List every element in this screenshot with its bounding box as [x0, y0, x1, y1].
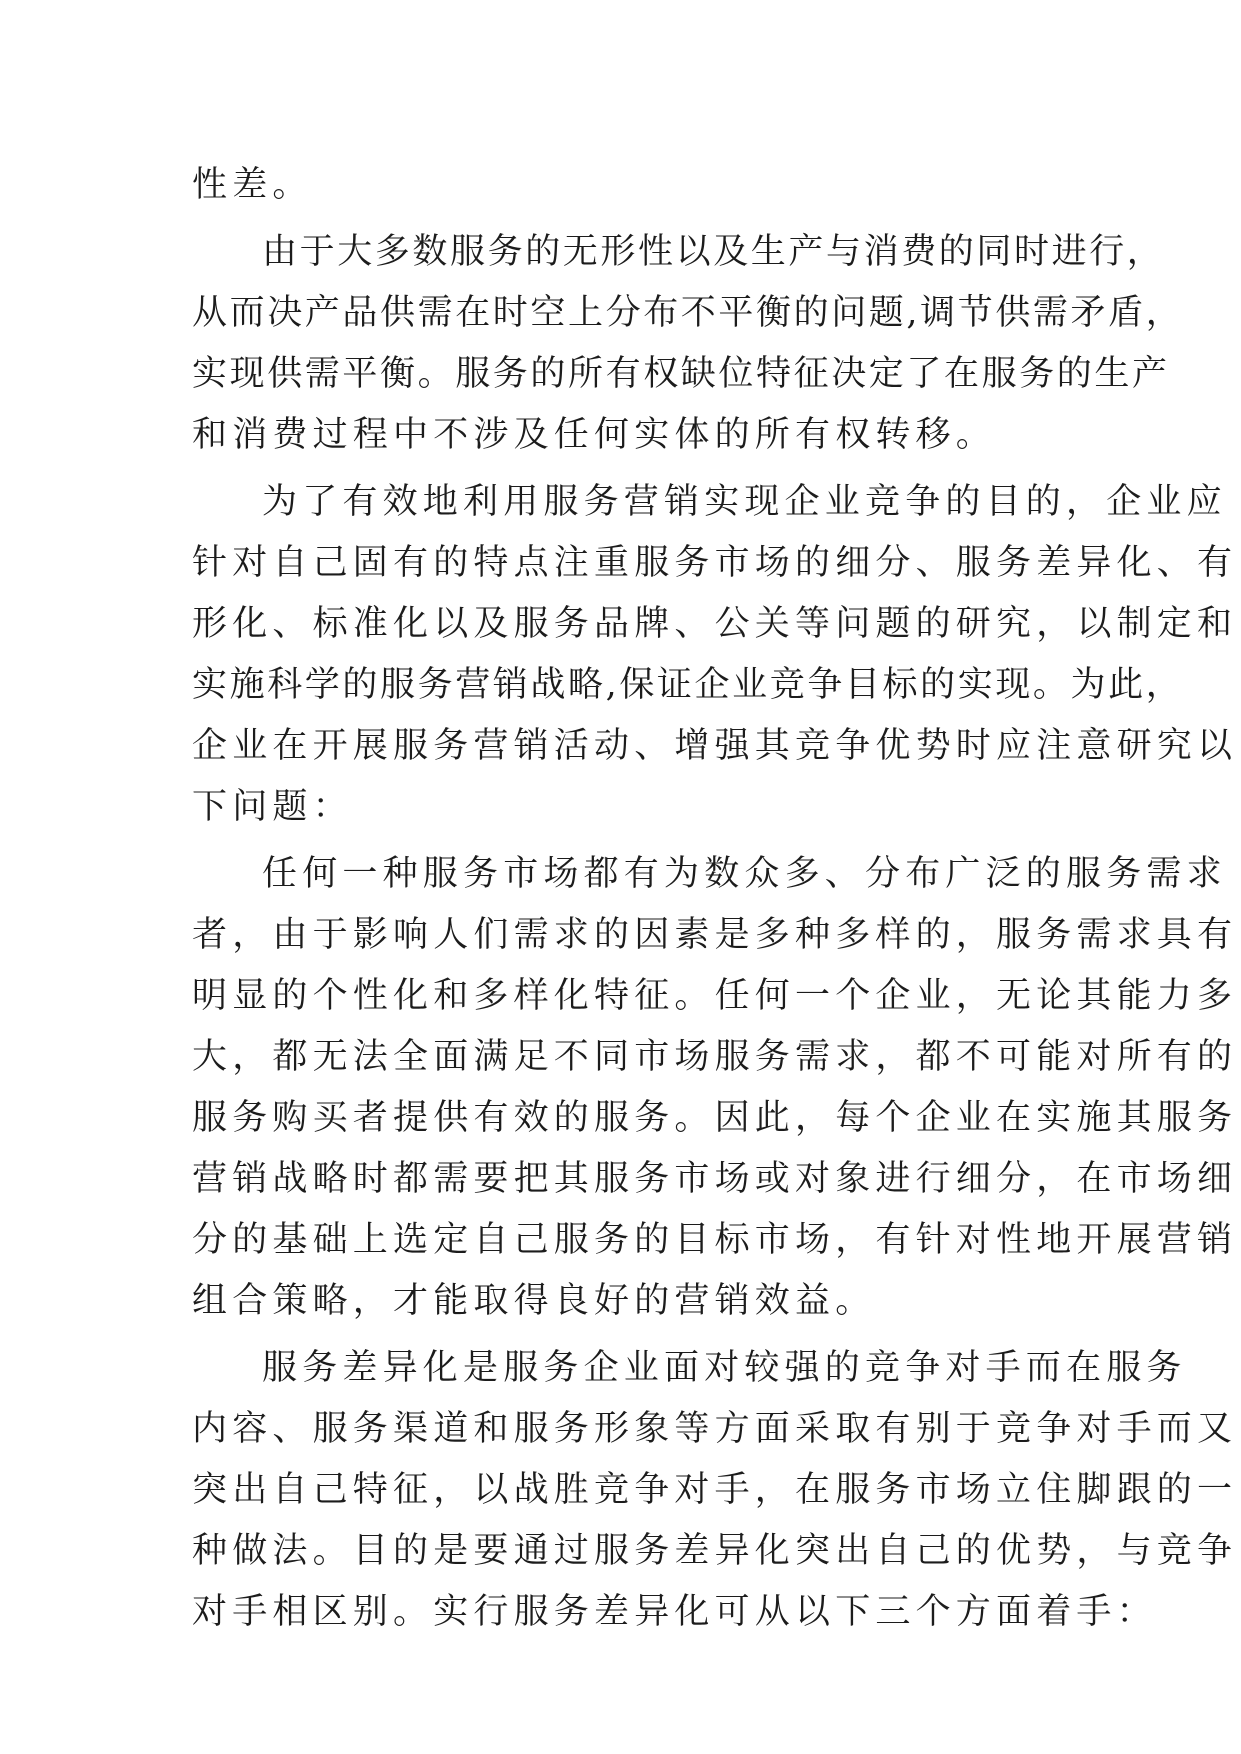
- text-line: 突出自己特征，以战胜竞争对手，在服务市场立住脚跟的一: [192, 1470, 1238, 1510]
- text-line: 从而决产品供需在时空上分布不平衡的问题,调节供需矛盾，: [192, 293, 1184, 333]
- text-line: 者，由于影响人们需求的因素是多种多样的，服务需求具有: [192, 915, 1238, 955]
- text-line: 服务差异化是服务企业面对较强的竞争对手而在服务: [262, 1348, 1187, 1388]
- text-line: 大，都无法全面满足不同市场服务需求，都不可能对所有的: [192, 1037, 1238, 1077]
- text-line: 任何一种服务市场都有为数众多、分布广泛的服务需求: [262, 854, 1227, 894]
- text-line: 实现供需平衡。服务的所有权缺位特征决定了在服务的生产: [192, 354, 1170, 394]
- text-line: 实施科学的服务营销战略,保证企业竞争目标的实现。为此，: [192, 665, 1184, 705]
- text-line: 种做法。目的是要通过服务差异化突出自己的优势，与竞争: [192, 1531, 1238, 1571]
- text-line: 为了有效地利用服务营销实现企业竞争的目的，企业应: [262, 482, 1227, 522]
- text-line: 企业在开展服务营销活动、增强其竞争优势时应注意研究以: [192, 726, 1238, 766]
- document-body: [192, 155, 1238, 1649]
- text-line: 组合策略，才能取得良好的营销效益。: [192, 1281, 876, 1321]
- text-line: 和消费过程中不涉及任何实体的所有权转移。: [192, 415, 997, 455]
- text-line: 性差。: [192, 165, 313, 205]
- text-line: 针对自己固有的特点注重服务市场的细分、服务差异化、有: [192, 543, 1238, 583]
- text-line: 由于大多数服务的无形性以及生产与消费的同时进行，: [262, 232, 1165, 272]
- text-line: 下问题：: [192, 787, 353, 827]
- text-line: 营销战略时都需要把其服务市场或对象进行细分，在市场细: [192, 1159, 1238, 1199]
- text-line: 服务购买者提供有效的服务。因此，每个企业在实施其服务: [192, 1098, 1238, 1138]
- text-line: 分的基础上选定自己服务的目标市场，有针对性地开展营销: [192, 1220, 1238, 1260]
- text-line: 明显的个性化和多样化特征。任何一个企业，无论其能力多: [192, 976, 1238, 1016]
- text-line: 形化、标准化以及服务品牌、公关等问题的研究，以制定和: [192, 604, 1238, 644]
- text-line: 内容、服务渠道和服务形象等方面采取有别于竞争对手而又: [192, 1409, 1238, 1449]
- text-line: 对手相区别。实行服务差异化可从以下三个方面着手：: [192, 1592, 1157, 1632]
